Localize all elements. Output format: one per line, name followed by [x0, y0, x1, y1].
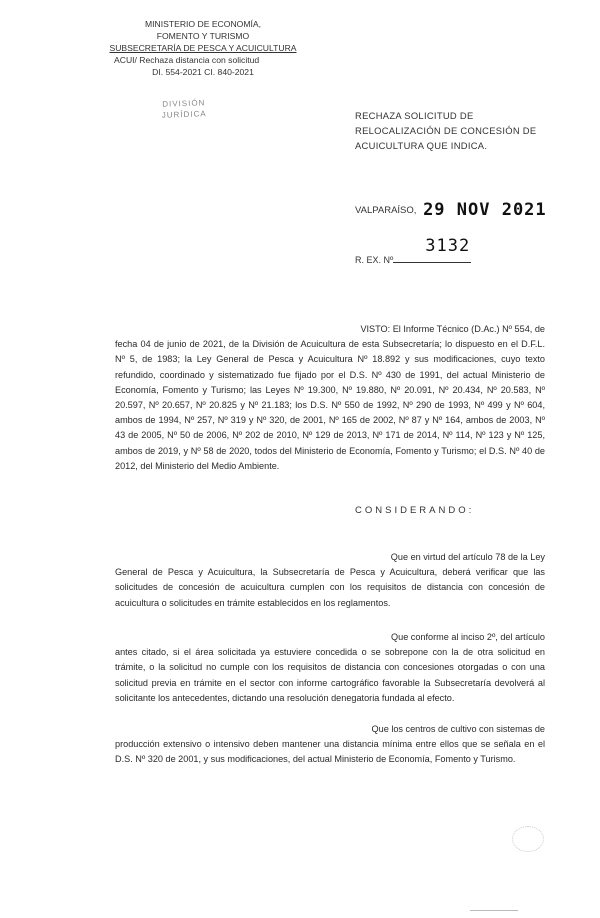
rex-number: 3132 [425, 236, 471, 256]
division-stamp [157, 97, 212, 121]
resolution-number [355, 236, 471, 265]
rex-underline [393, 236, 471, 263]
c3-lead: Que los centros de cultivo con sistemas de [371, 724, 545, 734]
place-label: VALPARAÍSO, [355, 205, 417, 216]
c3-body: producción extensivo o intensivo deben mantener una distancia mínima entre ellos que se señala en el D.S. Nº 320 de 2001, y sus modificaciones, del actual Ministerio de Economía, Fomento y Turismo. [115, 739, 545, 765]
header-subsecretaria: SUBSECRETARÍA DE PESCA Y ACUICULTURA [109, 43, 297, 53]
rex-label: R. EX. Nº [355, 255, 394, 265]
stamp-line-1: DIVISIÓN [162, 98, 206, 109]
header-file-code: DI. 554-2021 CI. 840-2021 [152, 67, 254, 77]
visto-lead: VISTO: El Informe Técnico (D.Ac.) Nº 554, de [360, 324, 545, 334]
header-ministry-sub: FOMENTO Y TURISMO [156, 31, 250, 41]
bottom-mark [470, 910, 518, 911]
stamp-line-2: JURÍDICA [161, 109, 207, 120]
visto-paragraph [115, 322, 545, 474]
place-date [355, 200, 547, 220]
considerando-paragraph-3 [115, 722, 545, 768]
considerando-paragraph-1 [115, 550, 545, 611]
considerando-heading: CONSIDERANDO: [355, 505, 475, 516]
letterhead [108, 18, 298, 78]
header-ministry: MINISTERIO DE ECONOMÍA, [144, 19, 262, 29]
c2-lead: Que conforme al inciso 2º, del artículo [391, 632, 545, 642]
initials-mark [512, 826, 544, 852]
c1-lead: Que en virtud del artículo 78 de la Ley [390, 552, 545, 562]
visto-body: fecha 04 de junio de 2021, de la División de Acuicultura de esta Subsecretaría; lo dispuesto en el D.F.L. Nº 5, de 1983; la Ley General de Pesca y Acuicultura Nº 18.892 y sus modificaciones, cuyo texto refundido, coordinado y sistematizado fue fijado por el D.S. Nº 430 de 1991, del actual Ministerio de Economía, Fomento y Turismo; las Leyes Nº 19.300, Nº 19.880, Nº 20.091, Nº 20.434, Nº 20.583, Nº 20.597, Nº 20.657, Nº 20.825 y Nº 21.183; los D.S. Nº 550 de 1992, Nº 290 de 1993, Nº 499 y Nº 604, ambos de 1994, Nº 257, Nº 319 y Nº 320, de 2001, Nº 165 de 2002, Nº 87 y Nº 164, ambos de 2003, Nº 43 de 2005, Nº 50 de 2006, Nº 202 de 2010, Nº 129 de 2013, Nº 171 de 2014, Nº 114, Nº 123 y Nº 125, ambos de 2019, y Nº 58 de 2020, todos del Ministerio de Economía, Fomento y Turismo; el D.S. Nº 40 de 2012, del Ministerio del Medio Ambiente. [115, 339, 545, 471]
c2-body: antes citado, si el área solicitada ya estuviere concedida o se sobrepone con la de otra solicitud en trámite, o la solicitud no cumple con los requisitos de distancia con concesiones otorgadas o con una solicitud previa en trámite en el sector con informe cartográfico favorable la Subsecretaría devolverá al solicitante los antecedentes, dictando una resolución denegatoria fundada al efecto. [115, 647, 545, 703]
c1-body: General de Pesca y Acuicultura, la Subsecretaría de Pesca y Acuicultura, deberá verificar que las solicitudes de concesión de acuicultura cumplen con los requisitos de distancia con concesión de acuicultura o solicitudes en trámite establecidos en los reglamentos. [115, 567, 545, 608]
date-stamp: 29 NOV 2021 [423, 200, 547, 220]
resolution-title: RECHAZA SOLICITUD DE RELOCALIZACIÓN DE CONCESIÓN DE ACUICULTURA QUE INDICA. [355, 110, 537, 151]
header-reference: ACUI/ Rechaza distancia con solicitud [114, 55, 260, 65]
considerando-paragraph-2 [115, 630, 545, 706]
